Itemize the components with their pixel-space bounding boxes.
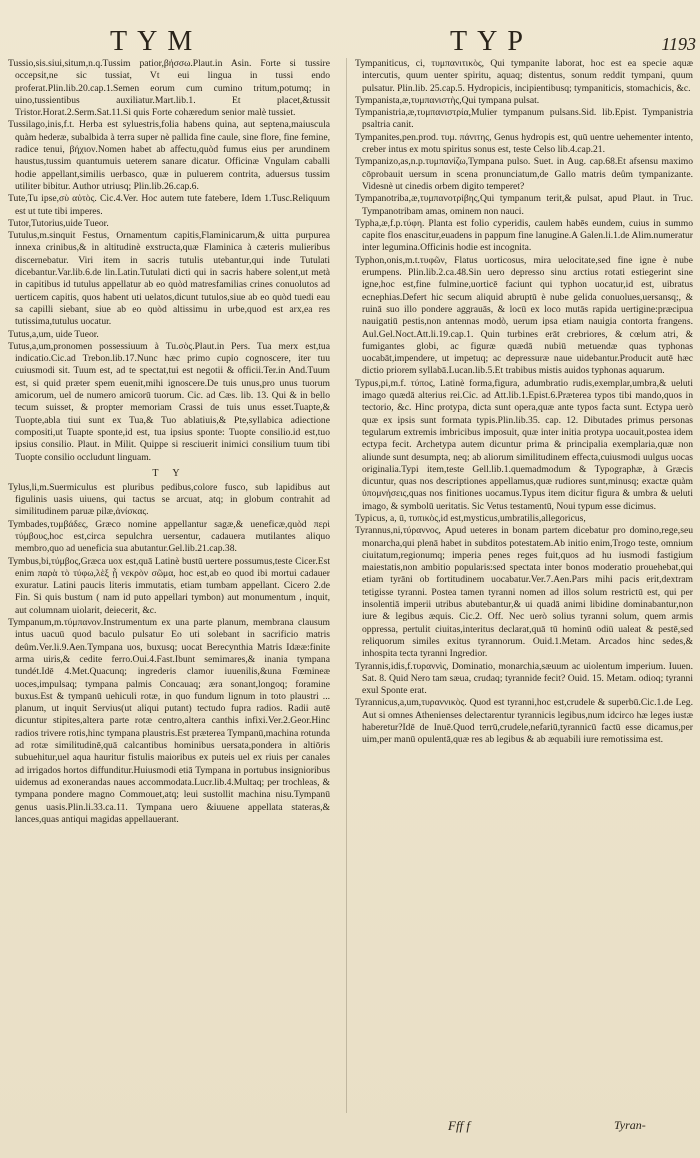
entry-typha: Typha,æ,f.p.τύφη. Planta est folio cyperidis, caulem habēs eundem, cuius in summo capite flos enascitur,euadens in pappum fine lanugine.A Galen.li.1.de Alim.numeratur inter legumina.Officinis hodie est incognita. (355, 217, 693, 254)
entry-tutulus: Tutulus,m.sinquit Festus, Ornamentum capitis,Flaminicarum,& uitta purpurea innexa crinibus,& in altitudinè exstructa,quæ Flaminica à cæteris mulieribus discernebatur. Viri item in sacris tutulis utebantur,qui inde Tutulati dicebantur.Var.lib.6.de lin.Latin.Tutulati dicti qui in sacris habere solent,ut metà in capitibus id tutulus appellatur ab eo quòd matresfamilias crines conuolutos ad uerticem capitis, quos habent uti uelatos,dicunt tutulos,siue ab eo quòd tuedi eau sa capilli siebant, siue ab eo quòd altissimu in urbe,quod est arx,ea res tutissima,tutulus uocatur. (8, 230, 330, 328)
entry-tymbades: Tymbades,τυμβάδες, Græco nomine appellantur sagæ,& ueneficæ,quòd περὶ τύμβους,hoc est,circa sepulchra uersentur, cadauera mutilantes aliquo membro,quo ad ueneficia sua abutantur.Gel.lib.21.cap.38. (8, 518, 330, 555)
entry-typicus: Typicus, a, ū, τυπικὸς,id est,mysticus,umbratilis,allegoricus, (355, 512, 586, 524)
entry-tympanizo: Tympanizo,as,n.p.τυμπανίζω,Tympana pulso. Suet. in Aug. cap.68.Et afsensu maximo cōprobauit uersum in scena pronunciatum,de Gallo matris deûm tympanizante. Videsnè ut cinedis orbem digito temperet? (355, 156, 693, 192)
entry-tymbus: Tymbus,bi,τύμβος,Græca uox est,quā Latinè bustū uertere possumus,teste Cicer.Est enim παρὰ τὸ τύφω,λὲξ ᾗ νεκρὸν σῶμα, hoc est,ab eo quod ibi mortui cadauer exuratur. Latini paucis literis immutatis, etiam tumbam appellant. Cicero 2.de Fin. Si quis bustum ( nam id puto appellari tymbon) aut monumentum , inquit, aut columnam uiolarit, deiecerit, &c. (8, 555, 330, 616)
entry-tyrannis: Tyrannis,idis,f.τυραννὶς, Dominatio, monarchia,sæuum ac uiolentum imperium. Iuuen. Sat. 8. Quid Nero tam sæua, crudaq; tyrannide fecit? Ouid. 15. Metam. odioq; tyranni exul Sponte erat. (355, 660, 693, 697)
section-letter: T Y (152, 467, 186, 479)
right-column (355, 58, 693, 1118)
entry-tussilago: Tussilago,inis,f.t. Herba est syluestris,folia habens quina, aut septena,maiuscula quàm hederæ, subalbida à terra super nè pallida fine caule, sine flore, fine femine, radice tenui, βήχιον.Nomen habet ab affectu,quòd fumus eius per arundinem haustus,tussim quantumuis ueterem sanare dicatur. Officinæ Vngulam caballi hodie appellant,similis uerbasco, quæ in puluerem contrita, aduersus tussim utiliter bibitur. Author utriusq; Plin.lib.26.cap.6. (8, 119, 330, 192)
entry-tympanistria: Tympanistria,æ,τυμπανιστρία,Mulier tympanum pulsans.Sid. lib.Epist. Tympanistria psaltria canit. (355, 107, 693, 131)
entry-tympanites: Tympanites,pen.prod. τυμ. πάνιτης, Genus hydropis est, quū uentre uehementer intento, creber intus ex motu spiritus sonus est, teste Celso lib.4.cap.21. (355, 131, 693, 156)
running-head-right: TYP (450, 26, 533, 57)
signature-mark: Fff f (448, 1118, 471, 1133)
entry-tutor: Tutor,Tutorius,uide Tueor. (8, 217, 109, 229)
entry-typus: Typus,pi,m.f. τύπος, Latinè forma,figura, adumbratio rudis,exemplar,umbra,& ueluti imago quædā alterius rei.Cic. ad Att.lib.1.Epist.6.Præterea typos tibi mando,quos in tectorio, &c. Hinc protypa, dicta sunt opera,quæ ante typos facta sunt. Ectypa uerò quæ ex ipsis sunt formata typis.Plin.lib.35. cap. 12. Dibutades primus personas tegularum extremis imbricibus imposuit, quæ inter initia protypa uocauit,postea idem ectypa fecit. Archetypa autem dicuntur prima & principalia exemplaria,quæ non aliunde sunt desumpta, neq; ab aliorum similitudinem effecta,cuiusmodi uulgus uocas originalia.Typi item,teste Gell.lib.1.quemadmodum & Typographæ, à Græcis dicuntur, quas nos descriptiones appellamus,quæ rudiores sunt,minusq; exactæ quàm ὑπομνήσεις,quas nos finitiones uocamus.Typus item dicitur figura & umbra & ueluti imago, & symbolū ueritatis. Sic Vetus testamentū, Noui typum esse dicimus. (355, 377, 693, 512)
entry-tutus-2: Tutus,a,um,pronomen possessiuum à Tu.σὸς.Plaut.in Pers. Tua merx est,tua indicatio.Cic.ad Trebon.lib.17.Nunc hæc primo cupio cognoscere, iter tuu cuiusmodi sit. Tuum est, ad te spectat,tui est negotii & officii.Ter.in And.Tuum est, si quid præter spem euenit,mihi ignoscere.De tuis unus,pro unus tuorum amicorum, uel de numero amicorū tuorum. Cic. ad Cæs. lib. 13. Qui & in bello tecum suisset, & propter memoriam Crassi de tuis unus esset.Tuapte,& Tuopte,abla tiui sunt ex Tua,& Tuo ablatiuis,& Pte,syllabica adiectione compositi,ut Tuapte sponte,id est, tua ipsius sponte: Tuopte consilio.id est,tuo ipsius consilio. Plaut. in Milit. Quippe si resciuerit inimici consilium tuum tibi Tuopte consilio occludunt linguam. (8, 340, 330, 463)
entry-tympanotriba: Tympanotriba,æ,τυμπανοτρίβης,Qui tympanum terit,& pulsat, apud Plaut. in Truc. Tympanotribam amas, ominem non nauci. (355, 193, 693, 217)
entry-tyrannicus: Tyrannicus,a,um,τυραννικὸς. Quod est tyranni,hoc est,crudele & superbū.Cic.1.de Leg. Aut si omnes Athenienses delectarentur tyrannicis legibus,num idcirco hæ leges iustæ haberetur?Idē de Inuē.Quod terrū,crudele,nefariū,tyrannicū factū esse dicamus,per uim,per manū opulentā,quæ res ab legibus & ab æquabili iure remotissima est. (355, 697, 693, 746)
column-divider (346, 58, 347, 1113)
entry-tyrannus: Tyrannus,ni,τύραννος, Apud ueteres in bonam partem dicebatur pro domino,rege,seu monarcha,qui plenā habet in subditos potestatem.Ab initio enim,Trogo teste, omnium ciuitatum,regionumq; imperia penes reges fuit,quos ad hu iusmodi fastigium maiestatis,non ambitio popularis:sed spectata inter bonos moderatio prouehebat,qui etiam tyrāni ob fortitudinem uocabatur.Ver.7.Aen.Pars mihi pacis erit,dextram tetigisse tyranni. Postea tamen tyranni nomen ad illos solum restrictū est, qui per insolentiā imperii utribus abutebantur,& ui quadā animi libidine dominabantur,non iure & legibus æquis. Cic.2. Off. Nec uerò solius tyranni solum, quem armis oppressa, pertulit ciuitas,interitus declarat,quā tū hominū odiū ualeat & pestē,sed reliquorum similes exitus tyrannorum. Ouid.1.Metam. Arcados hinc sedes,& inhospita tecta tyranni Ingredior. (355, 525, 693, 660)
entry-tympanista: Tympanista,æ,τυμπανιστὴς,Qui tympana pulsat. (355, 94, 540, 106)
running-head (0, 20, 700, 60)
entry-tute: Tute,Tu ipse,σὺ αὐτὸς. Cic.4.Ver. Hoc autem tute fatebere, Idem 1.Tusc.Reliquum est ut tute tibi imperes. (8, 193, 330, 217)
entry-typhon: Typhon,onis,m.t.τυφῶν, Flatus uorticosus, mira uelocitate,sed fine igne è nube erumpens. Plin.lib.2.ca.48.Sin uero depresso sinu arctius rotati estiegerint sine igne,hoc est,fine fulmine,uorticē faciunt qui typhon uocatur,id est, uibratus ecnephias.Defert hic secum aliquid abruptū è nube gelida conuolues,uersansq;, & ruinā suo illo pondere aggrauās, & locū ex loco mutās rapida uertigine:præcipua nauigatiū pestis,non antennas modò, uerum ipsa etiam nauigia contorta frangens. Aul.Gel.Noct.Att.li.19.cap.1. Quin turbines erāt crebriores, & cœlum atri, & fumigantes globi, ac figuræ quædā nubiū metuendæ quas typhonas uocabāt,impendere, ut impetuq; ac depressuræ naue uidebantur.Producit autē hæc dictio priorem syllabā.Lucan.lib.5.Et trabibus mistis auidos typhonas aquarum. (355, 254, 693, 377)
left-column (8, 58, 330, 1118)
page-number: 1193 (661, 34, 696, 54)
running-head-left: TYM (110, 26, 203, 57)
entry-tussio: Tussio,sis.siui,situm,n.q.Tussim patior,βήσσω.Plaut.in Asin. Forte si tussire occepsit,ne sic tussiat, Vt eui lingua in tussi endo proferat.Plin.lib.20.cap.1.Semen eorum cum cumino tritum,potumq; in uino,tussientibus auxiliatur.Mart.lib.1. Et placet,&tussit Tristor.Horat.2.Serm.Sat.11.Si quis Forte cohæredum senior malè tussiet. (8, 58, 330, 119)
entry-tylus: Tylus,li,m.Suermiculus est pluribus pedibus,colore fusco, sub lapidibus aut figulinis uasis uiuens, qui tactus se arcuat, atq; in globum contrahit ad similitudinem paruæ pilæ,ἀνίσκας. (8, 481, 330, 518)
entry-tutus-1: Tutus,a,um, uide Tueor. (8, 328, 99, 340)
entry-tympaniticus: Tympaniticus, ci, τυμπανιτικὸς, Qui tympanite laborat, hoc est ea specie aquæ intercutis, quum uenter spiritu, aquaq; distentus, sonum reddit tympani, quum pulsatur. Plin.lib. 25.cap.5. Hydropicis, incipientibusq; tympaniticis, stomachicis, &c. (355, 58, 693, 94)
entry-tympanum: Tympanum,m.τύμπανον.Instrumentum ex una parte planum, membrana clausum intus uacuū quod baculo pulsatur Eo uti solebant in sacrificio matris deûm.Ver.li.9.Aen.Tympana uos, buxusq; uocat Berecynthia Matris Idææ:finite arma uiris,& cedite ferro.Oui.4.Fast.Ibunt semimares,& inania tympana tundét.Idē 4.Met.Quacunq; ingrederis clamor iuuenilis,&una Fœmineæ uoces,impulsaq; tympana palmis Concauaq; æra sonant,longoq; foramine buxus.Est & tympanū uehiculi rotæ, in quo fundum lignum in toto plaustri ... planum, ut inquit Servius(ut aliqui putant) tectudo fupra radios. Radii autē dicuntur stipites,altera parte rotæ centro,altera canthis infixi.Ver.2.Geor.Hinc radios trivere rotis,hinc tympana plaustris.Est præterea Tympanū,machina rotunda ad rotæ similitudinē,quā calcantibus hominibus uersata,pondera in altiōris subuehitur,uel aqua hauritur fistulis maioribus ex puteis uel ex riuis per canales ad irrigados hortos diffunditur.Huiusmodi etiā Tympana in portubus insignioribus uidemus ad exonerandas naues accommodata.Lucr.lib.4.Multaq; per trochleas, & tympana pondere magno Commouet,atq; leui sustollit machina nisu.Tympanū genus uasis.Plin.li.33.ca.11. Tympana uero &iuuene appellata stateras,& lances,quas antiqui magidas appellauerant. (8, 617, 330, 825)
catchword: Tyran- (614, 1118, 646, 1132)
page-footer (0, 1118, 700, 1142)
